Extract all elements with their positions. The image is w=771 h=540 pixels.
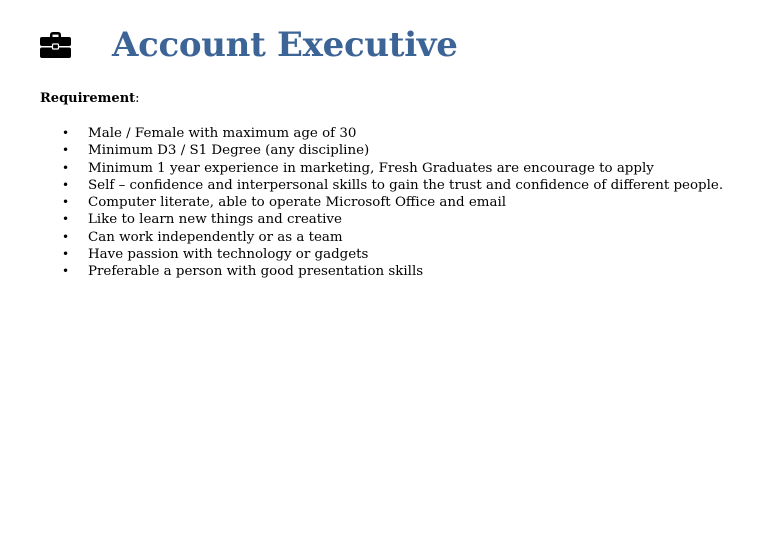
requirement-text: Minimum 1 year experience in marketing, Fresh Graduates are encourage to apply xyxy=(88,160,654,176)
title-row xyxy=(40,22,740,68)
requirement-text: Minimum D3 / S1 Degree (any discipline) xyxy=(88,143,370,159)
list-item xyxy=(40,246,740,263)
briefcase-icon xyxy=(40,31,71,58)
list-item xyxy=(40,177,740,194)
list-item xyxy=(40,160,740,177)
bullet-icon: • xyxy=(62,160,70,175)
requirement-heading xyxy=(40,90,140,108)
requirement-text: Have passion with technology or gadgets xyxy=(88,246,369,262)
bullet-icon: • xyxy=(62,143,70,158)
page-title: Account Executive xyxy=(112,25,458,65)
requirement-list xyxy=(40,125,740,280)
requirement-text: Can work independently or as a team xyxy=(88,229,343,245)
requirement-text: Self – confidence and interpersonal skills to gain the trust and confidence of different people. xyxy=(88,177,724,193)
list-item xyxy=(40,229,740,246)
requirement-text: Computer literate, able to operate Microsoft Office and email xyxy=(88,195,507,210)
list-item xyxy=(40,263,740,280)
requirement-text: Preferable a person with good presentation skills xyxy=(88,264,424,279)
bullet-icon: • xyxy=(62,264,70,278)
requirement-label: Requirement xyxy=(40,91,136,106)
list-item xyxy=(40,142,740,159)
requirement-label-colon: : xyxy=(135,91,140,106)
bullet-icon: • xyxy=(62,246,70,261)
list-item xyxy=(40,211,740,228)
requirement-text: Male / Female with maximum age of 30 xyxy=(88,126,357,141)
bullet-icon: • xyxy=(62,177,70,192)
bullet-icon: • xyxy=(62,212,70,227)
bullet-icon: • xyxy=(62,229,70,244)
bullet-icon: • xyxy=(62,126,70,140)
list-item xyxy=(40,194,740,211)
requirement-text: Like to learn new things and creative xyxy=(88,212,342,228)
bullet-icon: • xyxy=(62,195,70,209)
list-item xyxy=(40,125,740,142)
